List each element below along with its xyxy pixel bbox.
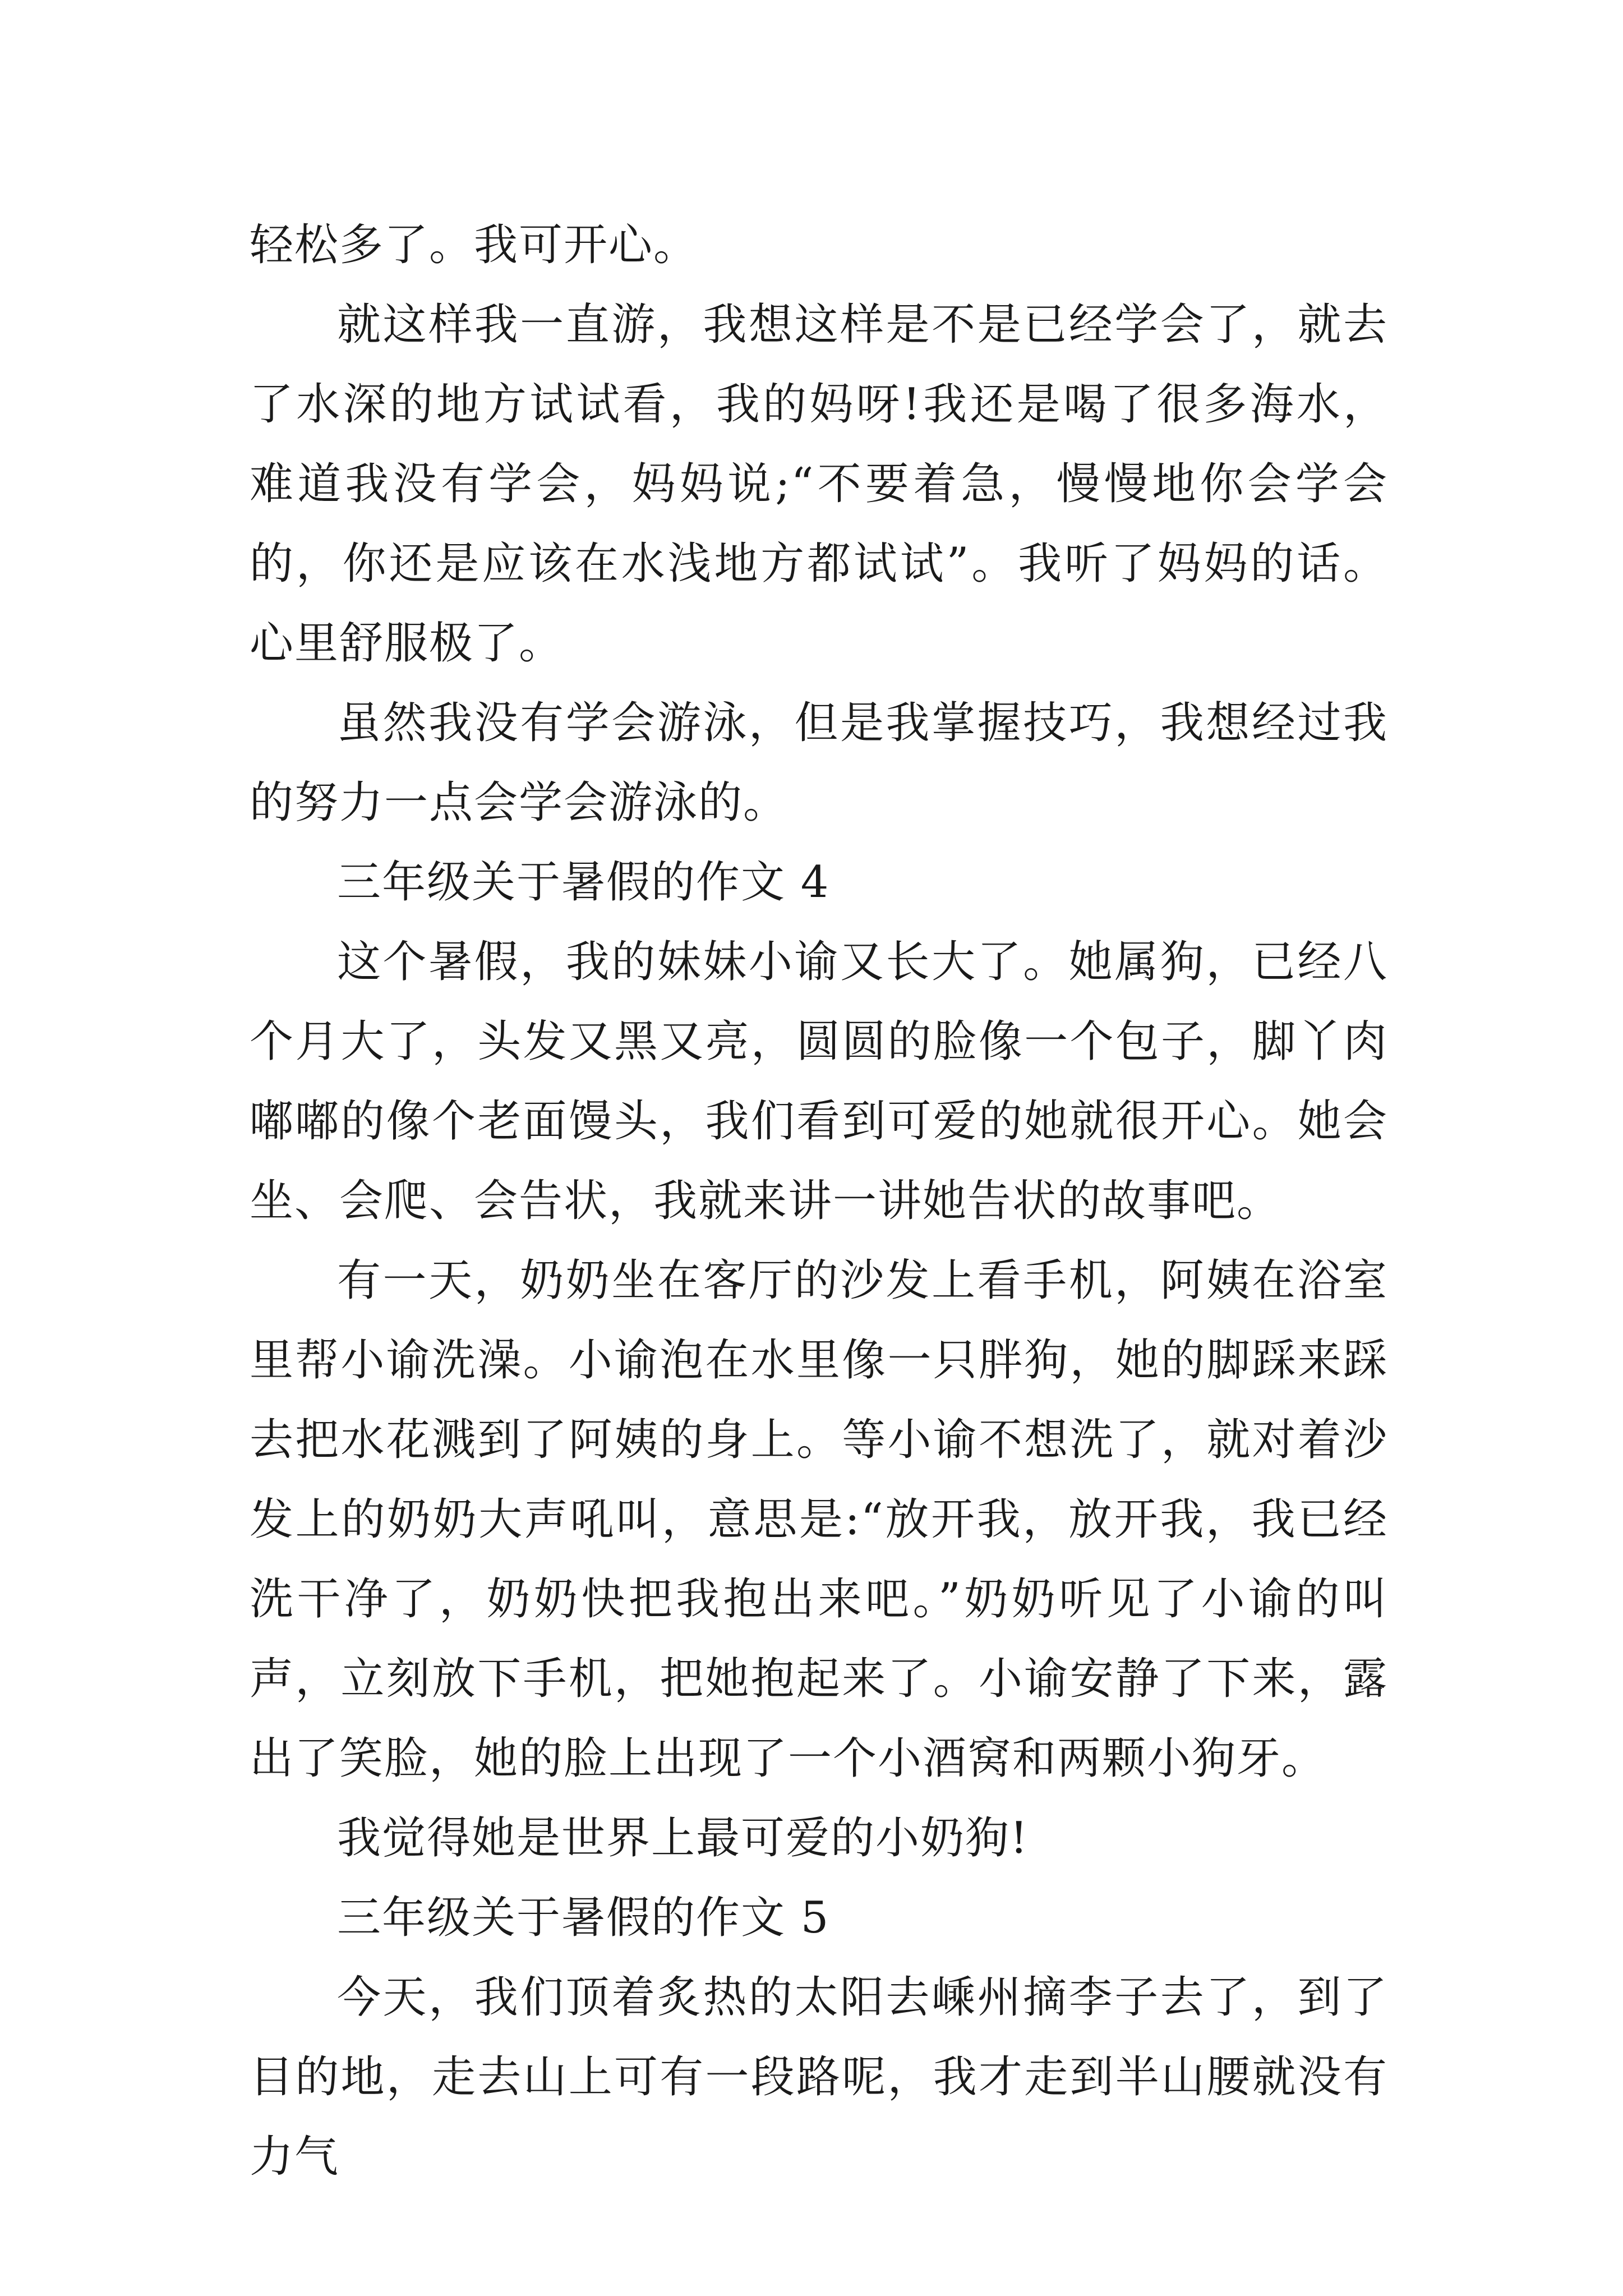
essay-heading-5: 三年级关于暑假的作文 5 [337,1893,830,1943]
paragraph-continuation: 轻松多了。我可开心。 [250,220,699,270]
paragraph-bath-story: 有一天，奶奶坐在客厅的沙发上看手机，阿姨在浴室里帮小谕洗澡。小谕泡在水里像一只胖狗，她的脚踩来踩去把水花溅到了阿姨的身上。等小谕不想洗了，就对着沙发上的奶奶大声吼叫，意思是:“放开我，放开我，我已经洗干净了，奶奶快把我抱出来吧。”奶奶听见了小谕的叫声，立刻放下手机，把她抱起来了。小谕安静了下来，露出了笑脸，她的脸上出现了一个小酒窝和两颗小狗牙。 [250,1255,1388,1784]
paragraph-sister-conclusion: 我觉得她是世界上最可爱的小奶狗! [337,1813,1029,1864]
essay-heading-4: 三年级关于暑假的作文 4 [337,857,830,908]
paragraph-swimming-conclusion: 虽然我没有学会游泳，但是我掌握技巧，我想经过我的努力一点会学会游泳的。 [250,698,1388,828]
paragraph-swimming-deep-water: 就这样我一直游，我想这样是不是已经学会了，就去了水深的地方试试看，我的妈呀!我还是喝了很多海水，难道我没有学会，妈妈说;“不要着急，慢慢地你会学会的，你还是应该在水浅地方都试试”。我听了妈妈的话。心里舒服极了。 [250,300,1388,669]
paragraph-sister-intro: 这个暑假，我的妹妹小谕又长大了。她属狗，已经八个月大了，头发又黑又亮，圆圆的脸像一个包子，脚丫肉嘟嘟的像个老面馒头，我们看到可爱的她就很开心。她会坐、会爬、会告状，我就来讲一讲她告状的故事吧。 [250,937,1388,1226]
paragraph-plum-picking: 今天，我们顶着炙热的太阳去嵊州摘李子去了，到了目的地，走去山上可有一段路呢，我才走到半山腰就没有力气 [250,1972,1388,2182]
document-body [250,205,1388,2197]
